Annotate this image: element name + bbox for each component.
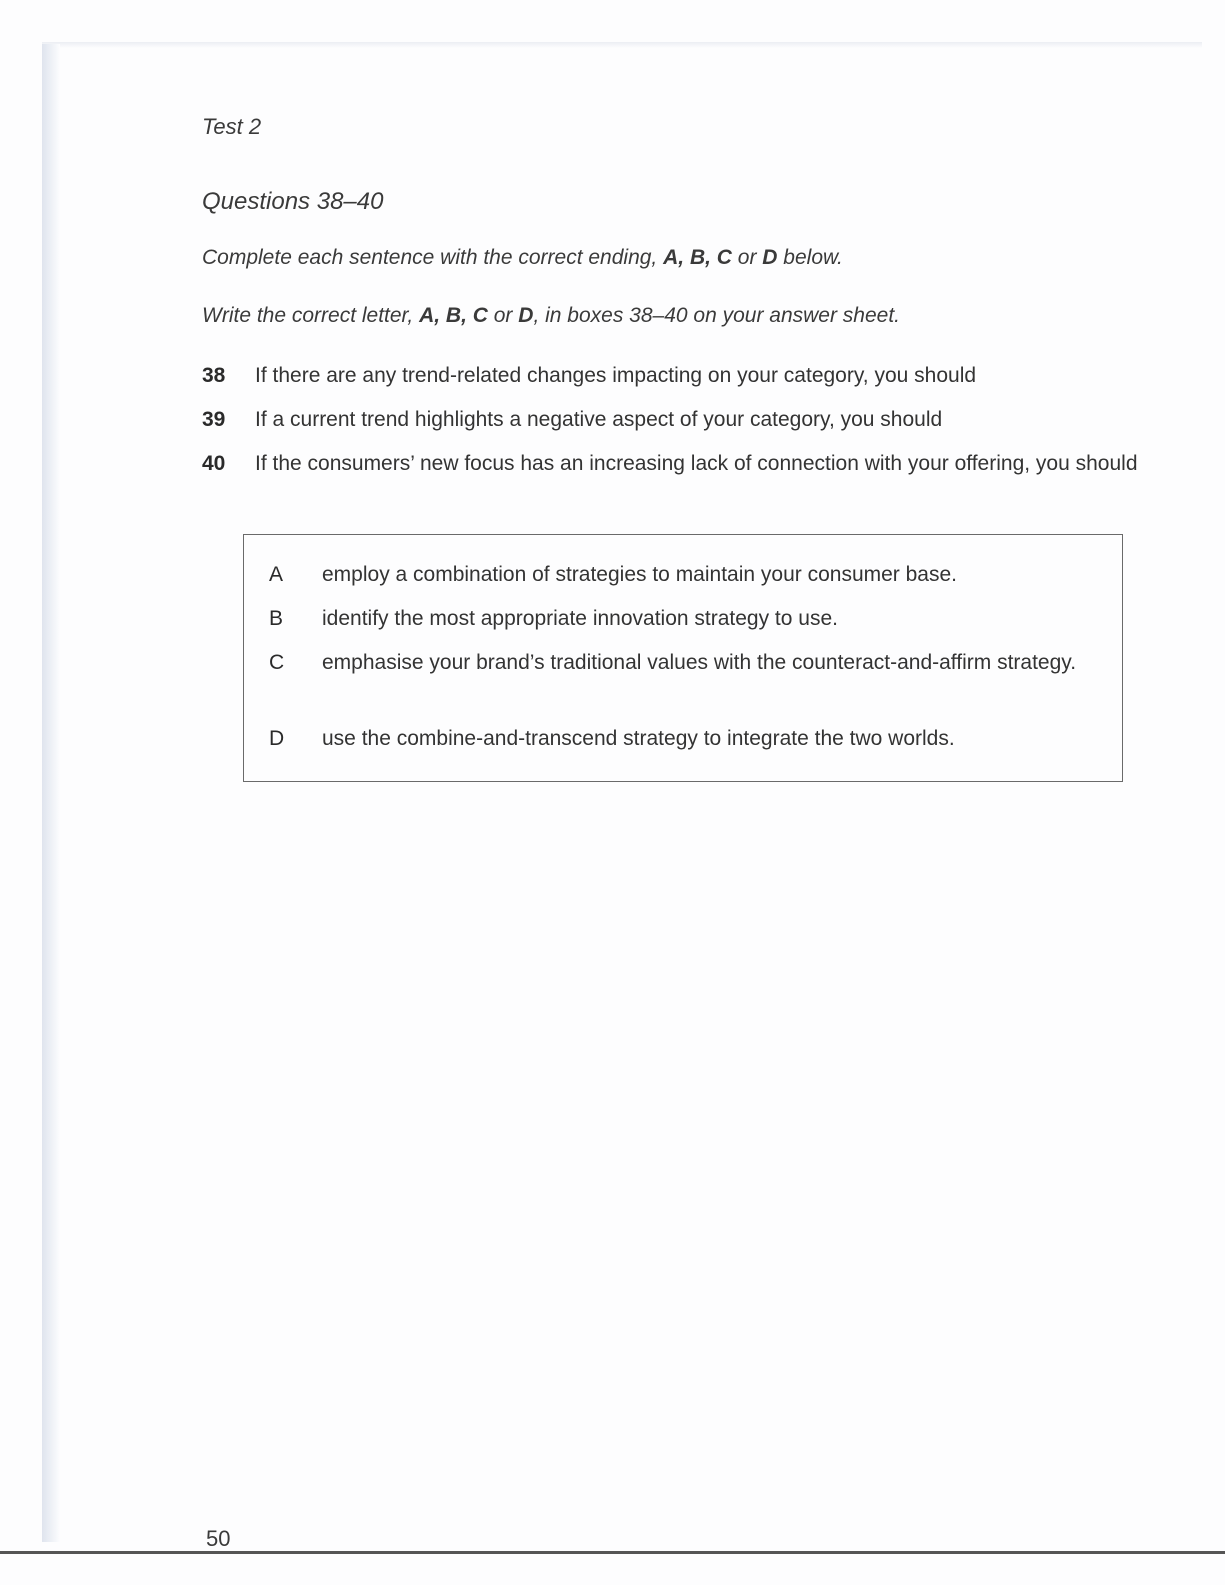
ending-text: employ a combination of strategies to maintain your consumer base. (322, 563, 957, 586)
ending-letter: D (269, 727, 285, 750)
ending-text: use the combine-and-transcend strategy to integrate the two worlds. (322, 727, 955, 750)
question-text: If the consumers’ new focus has an increasing lack of connection with your offering, you should (255, 452, 1138, 475)
questions-heading: Questions 38–40 (202, 188, 384, 215)
instruction-letter: D (762, 246, 778, 269)
question-text: If there are any trend-related changes impacting on your category, you should (255, 364, 977, 387)
test-label: Test 2 (202, 114, 262, 139)
question-number: 40 (202, 452, 226, 475)
instruction-write-letter (202, 304, 900, 328)
instruction-letters: A, B, C (663, 246, 732, 269)
instruction-text: below. (777, 246, 843, 269)
bottom-rule (0, 1551, 1225, 1554)
question-number: 38 (202, 364, 226, 387)
page-number: 50 (206, 1526, 231, 1551)
instruction-letters: A, B, C (419, 304, 488, 327)
ending-text: identify the most appropriate innovation strategy to use. (322, 607, 838, 630)
question-text: If a current trend highlights a negative aspect of your category, you should (255, 408, 943, 431)
instruction-text: or (487, 304, 519, 327)
question-number: 39 (202, 408, 226, 431)
instruction-text: Complete each sentence with the correct ending, (202, 246, 664, 269)
ending-letter: C (269, 651, 285, 674)
instruction-text: , in boxes 38–40 on your answer sheet. (533, 304, 901, 327)
page-top-edge (42, 42, 1202, 48)
page-binding-shadow (42, 44, 60, 1542)
instruction-complete-sentence (202, 246, 843, 270)
instruction-text: Write the correct letter, (202, 304, 420, 327)
ending-text: emphasise your brand’s traditional values with the counteract-and-affirm strategy. (322, 651, 1077, 674)
ending-letter: A (269, 563, 284, 586)
sentence-endings-box (243, 534, 1123, 782)
instruction-letter: D (518, 304, 534, 327)
instruction-text: or (731, 246, 763, 269)
ending-letter: B (269, 607, 284, 630)
